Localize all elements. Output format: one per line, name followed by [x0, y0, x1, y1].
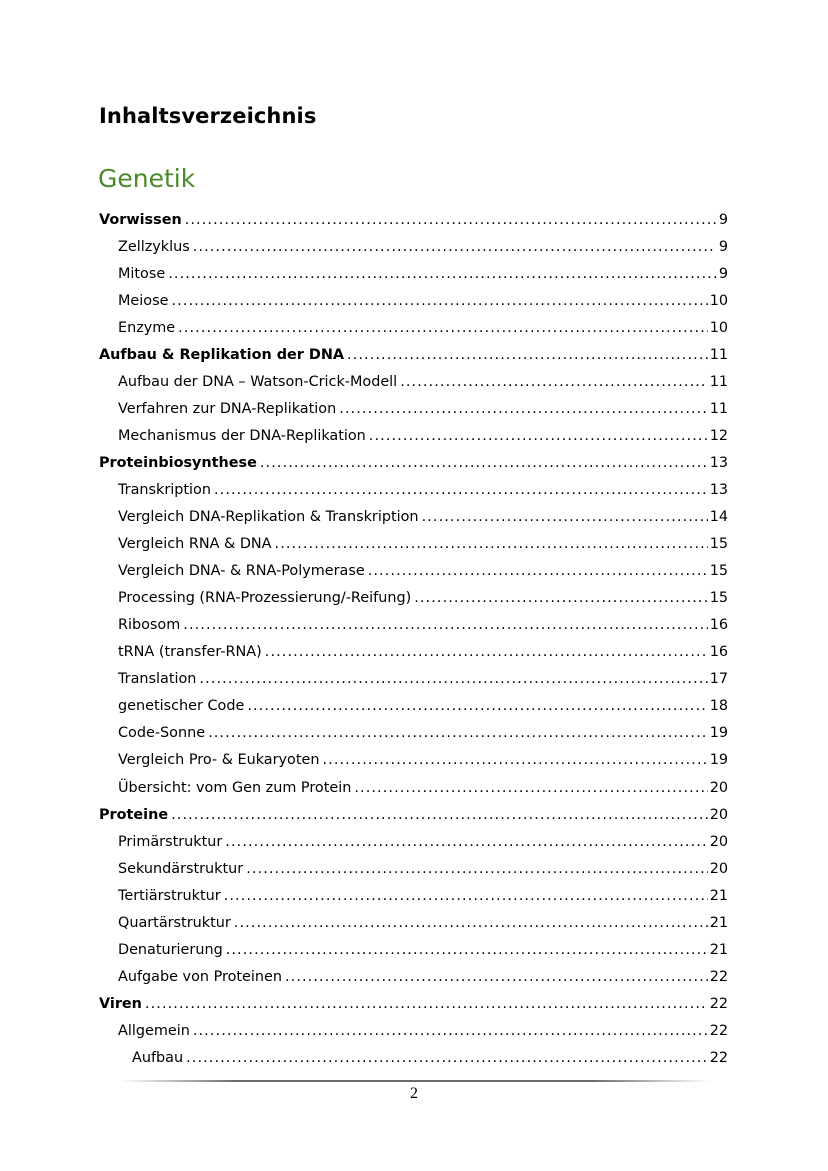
toc-entry-label: Proteine [99, 806, 169, 823]
toc-entry-label: Primärstruktur [118, 833, 223, 850]
toc-entry-page-number: 22 [709, 968, 728, 985]
toc-entry-label: Transkription [118, 481, 211, 498]
toc-entry-label: Zellzyklus [118, 238, 190, 255]
toc-dot-leader [145, 996, 708, 1012]
toc-entry-page-number: 9 [718, 211, 728, 228]
toc-entry-page-number: 16 [709, 617, 728, 634]
toc-entry-page-number: 16 [709, 644, 728, 661]
toc-entry-label: Vergleich RNA & DNA [118, 536, 272, 553]
toc-entry[interactable] [0, 233, 828, 260]
toc-entry-label: Aufbau der DNA – Watson-Crick-Modell [118, 373, 398, 390]
toc-entry-label: Aufbau [132, 1049, 184, 1066]
toc-entry[interactable] [0, 341, 828, 368]
toc-entry-label: Tertiärstruktur [118, 887, 221, 904]
toc-entry-label: Vergleich DNA- & RNA-Polymerase [118, 563, 365, 580]
page-title: Inhaltsverzeichnis [99, 104, 317, 128]
toc-entry-page-number: 22 [709, 1022, 728, 1039]
toc-entry[interactable] [0, 693, 828, 720]
toc-dot-leader [265, 644, 708, 660]
toc-entry[interactable] [0, 449, 828, 476]
toc-entry[interactable] [0, 666, 828, 693]
toc-entry[interactable] [0, 558, 828, 585]
toc-entry[interactable] [0, 422, 828, 449]
toc-entry[interactable] [0, 828, 828, 855]
toc-entry-label: Allgemein [118, 1022, 190, 1039]
toc-entry[interactable] [0, 1017, 828, 1044]
toc-entry[interactable] [0, 855, 828, 882]
toc-entry-page-number: 20 [709, 860, 728, 877]
toc-entry[interactable] [0, 585, 828, 612]
toc-entry-label: Mitose [118, 265, 166, 282]
toc-entry-page-number: 22 [709, 1049, 728, 1066]
toc-entry-label: Denaturierung [118, 941, 223, 958]
toc-entry[interactable] [0, 882, 828, 909]
toc-entry-page-number: 20 [709, 779, 728, 796]
toc-entry-page-number: 21 [709, 941, 728, 958]
toc-entry-page-number: 11 [709, 373, 728, 390]
toc-entry-label: Ribosom [118, 617, 181, 634]
toc-entry[interactable] [0, 639, 828, 666]
toc-entry-page-number: 21 [709, 887, 728, 904]
toc-entry[interactable] [0, 395, 828, 422]
toc-entry[interactable] [0, 801, 828, 828]
toc-entry-label: Vergleich Pro- & Eukaryoten [118, 752, 320, 769]
toc-entry-label: Translation [118, 671, 197, 688]
toc-dot-leader [347, 347, 708, 363]
toc-entry[interactable] [0, 612, 828, 639]
toc-entry[interactable] [0, 504, 828, 531]
toc-dot-leader [285, 969, 708, 985]
toc-dot-leader [199, 671, 707, 687]
toc-dot-leader [208, 725, 708, 741]
toc-entry-label: Übersicht: vom Gen zum Protein [118, 779, 352, 796]
toc-dot-leader [339, 401, 708, 417]
toc-dot-leader [178, 320, 708, 336]
toc-dot-leader [369, 428, 708, 444]
toc-entry[interactable] [0, 774, 828, 801]
toc-entry-label: Proteinbiosynthese [99, 454, 257, 471]
toc-entry-label: Processing (RNA-Prozessierung/-Reifung) [118, 590, 412, 607]
toc-entry-label: genetischer Code [118, 698, 245, 715]
toc-entry-page-number: 17 [709, 671, 728, 688]
toc-entry-label: Vergleich DNA-Replikation & Transkription [118, 509, 419, 526]
toc-entry[interactable] [0, 206, 828, 233]
toc-entry-page-number: 20 [709, 833, 728, 850]
toc-entry-label: Verfahren zur DNA-Replikation [118, 400, 337, 417]
toc-entry-label: Meiose [118, 292, 169, 309]
toc-entry-page-number: 15 [709, 590, 728, 607]
toc-dot-leader [193, 239, 716, 255]
toc-entry[interactable] [0, 314, 828, 341]
toc-dot-leader [171, 807, 708, 823]
footer-divider [120, 1080, 710, 1082]
toc-dot-leader [168, 266, 716, 282]
toc-entry[interactable] [0, 720, 828, 747]
table-of-contents [0, 206, 828, 1072]
toc-dot-leader [186, 1050, 708, 1066]
toc-dot-leader [275, 536, 708, 552]
toc-entry-page-number: 9 [718, 238, 728, 255]
section-title-genetik: Genetik [98, 164, 196, 193]
toc-dot-leader [322, 752, 707, 768]
toc-entry-page-number: 15 [709, 563, 728, 580]
toc-entry-page-number: 14 [709, 509, 728, 526]
toc-dot-leader [224, 888, 708, 904]
toc-entry[interactable] [0, 531, 828, 558]
toc-entry-label: Code-Sonne [118, 725, 206, 742]
toc-dot-leader [422, 509, 708, 525]
toc-entry-label: Enzyme [118, 319, 176, 336]
toc-entry-label: Aufgabe von Proteinen [118, 968, 282, 985]
toc-entry-page-number: 13 [709, 481, 728, 498]
toc-dot-leader [247, 698, 707, 714]
toc-dot-leader [246, 861, 708, 877]
toc-dot-leader [400, 374, 708, 390]
toc-dot-leader [183, 617, 707, 633]
toc-entry-label: Quartärstruktur [118, 914, 231, 931]
toc-dot-leader [193, 1023, 708, 1039]
toc-dot-leader [368, 563, 708, 579]
toc-entry[interactable] [0, 260, 828, 287]
toc-dot-leader [234, 915, 708, 931]
toc-entry-page-number: 9 [718, 265, 728, 282]
toc-entry-page-number: 22 [709, 995, 728, 1012]
toc-entry-label: Vorwissen [99, 211, 182, 228]
toc-entry-page-number: 13 [709, 454, 728, 471]
toc-dot-leader [214, 482, 708, 498]
toc-dot-leader [260, 455, 708, 471]
toc-entry-page-number: 19 [709, 752, 728, 769]
toc-entry[interactable] [0, 990, 828, 1017]
toc-entry[interactable] [0, 963, 828, 990]
toc-entry-label: Sekundärstruktur [118, 860, 244, 877]
toc-entry-label: tRNA (transfer-RNA) [118, 644, 262, 661]
toc-entry-page-number: 10 [709, 292, 728, 309]
toc-entry[interactable] [0, 287, 828, 314]
toc-entry-page-number: 20 [709, 806, 728, 823]
toc-entry-page-number: 15 [709, 536, 728, 553]
toc-entry[interactable] [0, 476, 828, 503]
toc-entry-page-number: 12 [709, 427, 728, 444]
toc-entry-page-number: 19 [709, 725, 728, 742]
toc-dot-leader [414, 590, 707, 606]
toc-dot-leader [226, 942, 708, 958]
toc-entry-label: Viren [99, 995, 142, 1012]
toc-dot-leader [225, 834, 707, 850]
toc-entry-label: Mechanismus der DNA-Replikation [118, 427, 366, 444]
toc-entry-label: Aufbau & Replikation der DNA [99, 346, 345, 363]
toc-dot-leader [354, 780, 707, 796]
toc-entry-page-number: 11 [709, 346, 728, 363]
toc-entry-page-number: 18 [709, 698, 728, 715]
page-number: 2 [410, 1085, 418, 1102]
toc-entry-page-number: 11 [709, 400, 728, 417]
toc-entry[interactable] [0, 368, 828, 395]
toc-entry-page-number: 10 [709, 319, 728, 336]
toc-dot-leader [185, 212, 716, 228]
toc-entry-page-number: 21 [709, 914, 728, 931]
toc-dot-leader [171, 293, 707, 309]
toc-entry[interactable] [0, 936, 828, 963]
toc-entry[interactable] [0, 909, 828, 936]
toc-entry[interactable] [0, 747, 828, 774]
toc-entry[interactable] [0, 1044, 828, 1071]
